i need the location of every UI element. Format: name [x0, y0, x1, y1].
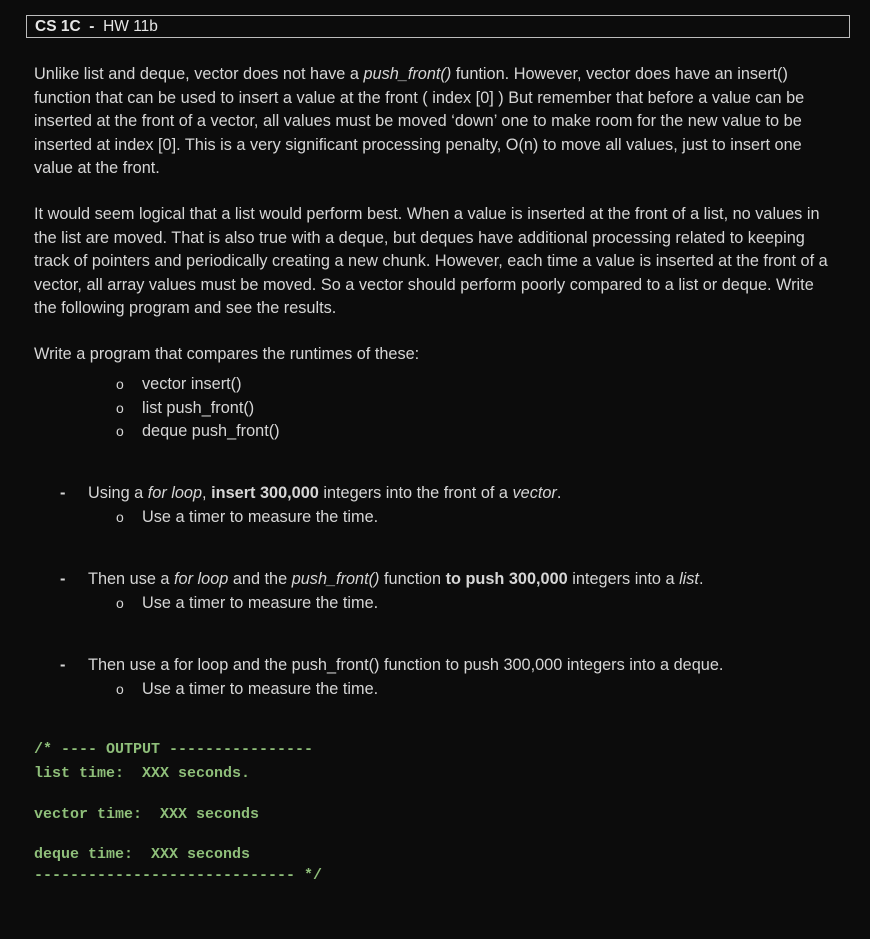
- task-intro: Write a program that compares the runtimes of these:: [34, 345, 420, 363]
- step-sub-list: [0, 592, 860, 616]
- compare-item: o list push_front(): [0, 397, 860, 421]
- bullet-icon: o: [116, 423, 124, 440]
- step-deque: [0, 654, 860, 701]
- step-vector: [0, 482, 860, 529]
- title-separator: -: [89, 18, 95, 35]
- output-header: /* ---- OUTPUT ----------------: [34, 741, 314, 758]
- compare-item: o deque push_front(): [0, 420, 860, 444]
- bullet-icon: o: [116, 680, 124, 697]
- step-sub-list: [0, 506, 860, 530]
- step-sub-item: o Use a timer to measure the time.: [0, 678, 860, 702]
- intro-paragraph: Unlike list and deque, vector does not have a push_front() funtion. However, vector does have an insert() function that can be used to insert a value at the front ( index [0] ) But remember that before a value can be inserted at the front of a vector, all values must be moved ‘down’ one to make room for the new value to be inserted at index [0]. This is a very significant processing penalty, O(n) to move all values, just to insert one value at the front.: [34, 65, 805, 178]
- step-text: Using a for loop, insert 300,000 integers into the front of a vector.: [88, 484, 562, 502]
- output-footer: ----------------------------- */: [34, 867, 323, 884]
- step-text: Then use a for loop and the push_front() function to push 300,000 integers into a list.: [88, 570, 704, 588]
- assignment-name: HW 11b: [103, 18, 158, 35]
- step-text: Then use a for loop and the push_front() function to push 300,000 integers into a deque.: [88, 656, 724, 674]
- compare-list: [0, 373, 860, 444]
- bullet-icon: o: [116, 594, 124, 611]
- output-deque-time: deque time: XXX seconds: [34, 846, 251, 863]
- course-code: CS 1C: [35, 18, 81, 35]
- dash-icon: -: [60, 570, 66, 588]
- compare-item: o vector insert(): [0, 373, 860, 397]
- output-vector-time: vector time: XXX seconds: [34, 806, 260, 823]
- bullet-icon: o: [116, 508, 124, 525]
- push-front-emphasis: push_front(): [363, 65, 452, 83]
- dash-icon: -: [60, 656, 66, 674]
- bullet-icon: o: [116, 399, 124, 416]
- dash-icon: -: [60, 484, 66, 502]
- output-list-time: list time: XXX seconds.: [34, 765, 251, 782]
- step-list: [0, 568, 860, 615]
- reasoning-paragraph: It would seem logical that a list would perform best. When a value is inserted at the front of a list, no values in the list are moved. That is also true with a deque, but deques have additional processing related to keeping track of pointers and periodically creating a new chunk. However, each time a value is inserted at the front of a vector, all array values must be moved. So a vector should perform poorly compared to a list or deque. Write the following program and see the results.: [34, 205, 828, 318]
- step-sub-item: o Use a timer to measure the time.: [0, 592, 860, 616]
- step-sub-item: o Use a timer to measure the time.: [0, 506, 860, 530]
- assignment-title-box: [26, 15, 850, 38]
- step-sub-list: [0, 678, 860, 702]
- bullet-icon: o: [116, 376, 124, 392]
